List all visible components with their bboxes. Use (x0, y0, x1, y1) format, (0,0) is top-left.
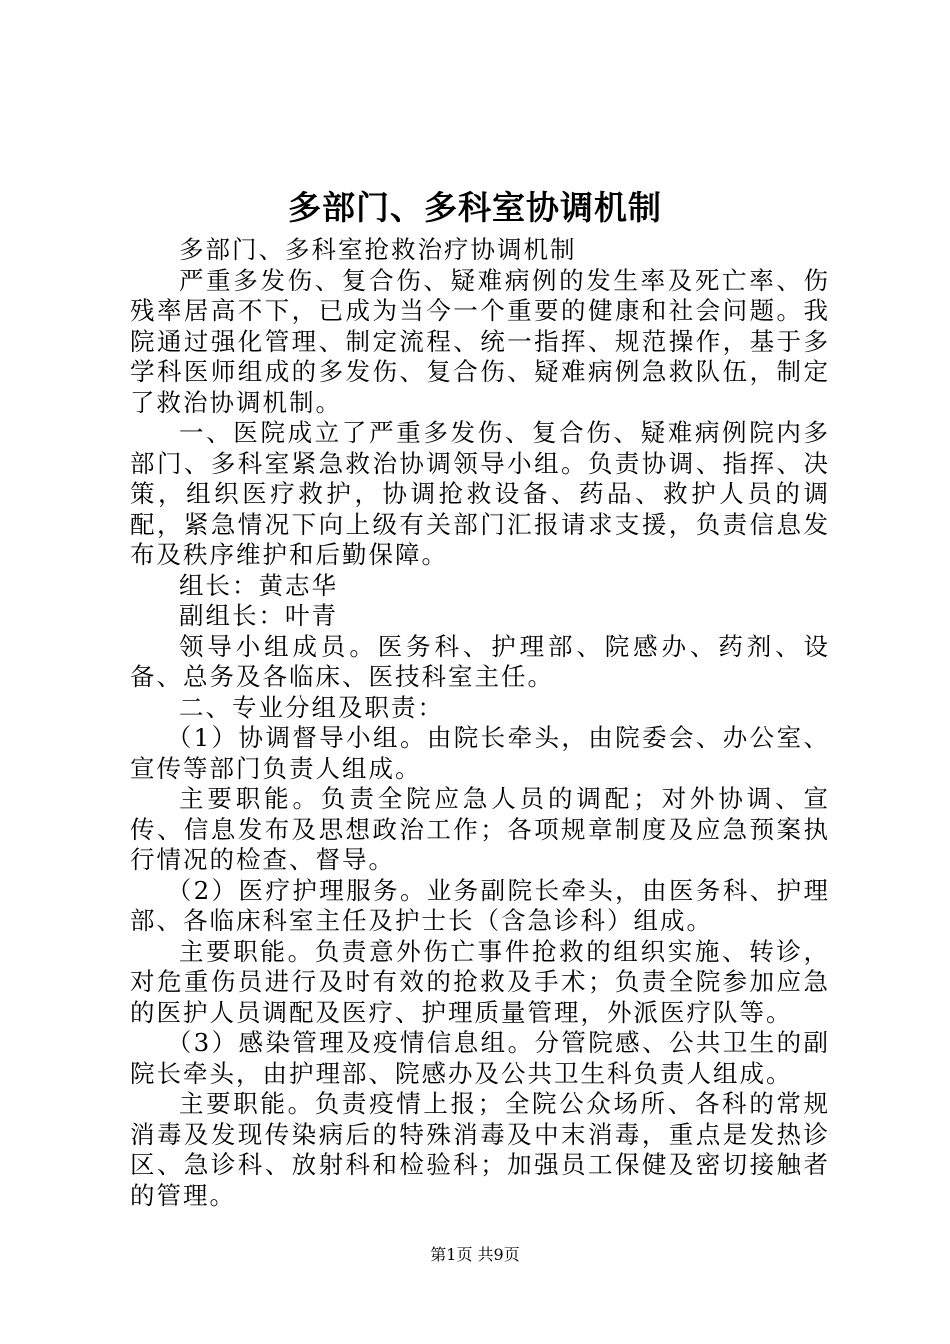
document-body (130, 235, 830, 1211)
members-paragraph: 领导小组成员。医务科、护理部、院感办、药剂、设备、总务及各临床、医技科室主任。 (130, 631, 830, 691)
group-1-duties-paragraph: 主要职能。负责全院应急人员的调配；对外协调、宣传、信息发布及思想政治工作；各项规章制度及应急预案执行情况的检查、督导。 (130, 784, 830, 874)
deputy-leader-line: 副组长：叶青 (179, 601, 338, 630)
intro-paragraph: 严重多发伤、复合伤、疑难病例的发生率及死亡率、伤残率居高不下，已成为当今一个重要的健康和社会问题。我院通过强化管理、制定流程、统一指挥、规范操作，基于多学科医师组成的多发伤、复合伤、疑难病例急救队伍，制定了救治协调机制。 (130, 265, 830, 417)
group-leader-line: 组长：黄志华 (179, 570, 338, 600)
group-1-paragraph: （1）协调督导小组。由院长牵头，由院委会、办公室、宣传等部门负责人组成。 (130, 723, 830, 783)
group-2-paragraph: （2）医疗护理服务。业务副院长牵头，由医务科、护理部、各临床科室主任及护士长（含急诊科）组成。 (130, 875, 830, 935)
section-one-paragraph: 一、医院成立了严重多发伤、复合伤、疑难病例院内多部门、多科室紧急救治协调领导小组。负责协调、指挥、决策，组织医疗救护，协调抢救设备、药品、救护人员的调配，紧急情况下向上级有关部门汇报请求支援，负责信息发布及秩序维护和后勤保障。 (130, 418, 830, 569)
page-number-footer: 第1页 共9页 (430, 1245, 520, 1264)
group-3-duties-paragraph: 主要职能。负责疫情上报；全院公众场所、各科的常规消毒及发现传染病后的特殊消毒及中末消毒，重点是发热诊区、急诊科、放射科和检验科；加强员工保健及密切接触者的管理。 (130, 1089, 830, 1210)
document-title: 多部门、多科室协调机制 (288, 188, 662, 227)
group-2-duties-paragraph: 主要职能。负责意外伤亡事件抢救的组织实施、转诊，对危重伤员进行及时有效的抢救及手术；负责全院参加应急的医护人员调配及医疗、护理质量管理，外派医疗队等。 (130, 936, 830, 1027)
section-two-heading: 二、专业分组及职责： (179, 692, 444, 722)
group-3-paragraph: （3）感染管理及疫情信息组。分管院感、公共卫生的副院长牵头，由护理部、院感办及公共卫生科负责人组成。 (130, 1028, 830, 1088)
subtitle-paragraph: 多部门、多科室抢救治疗协调机制 (179, 235, 577, 264)
